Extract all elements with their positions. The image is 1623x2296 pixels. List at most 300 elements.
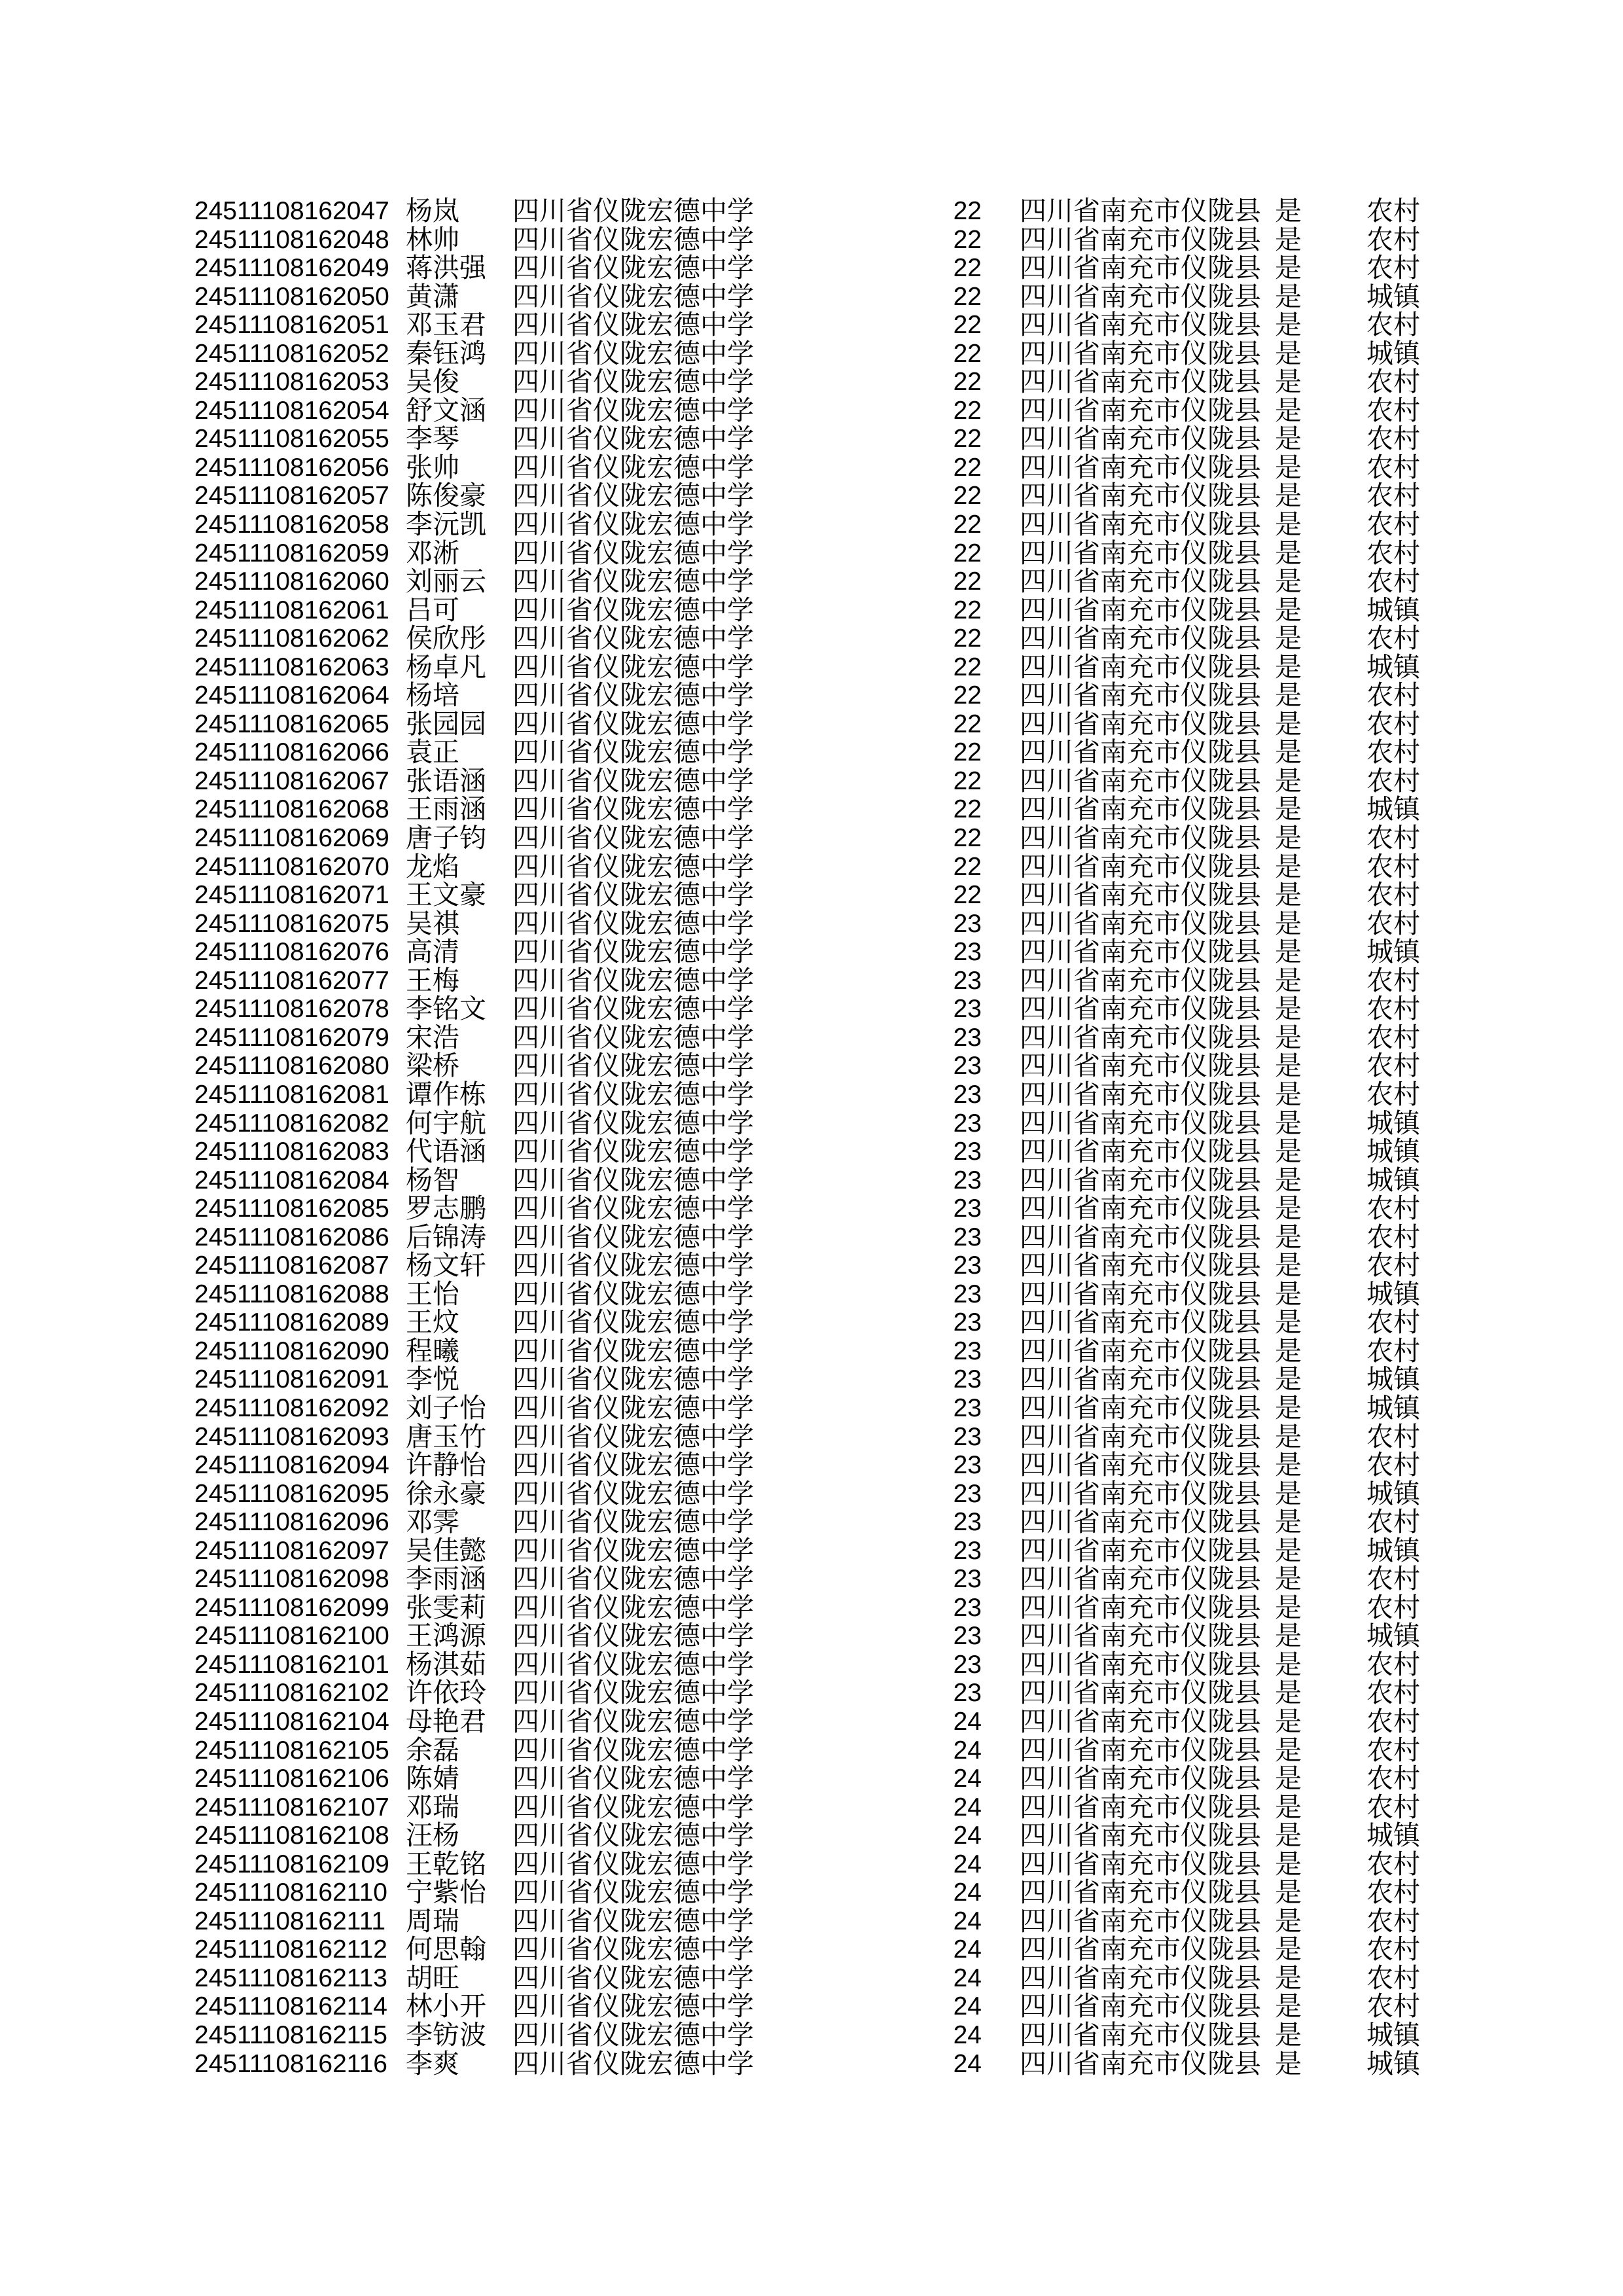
region-cell: 四川省南充市仪陇县	[1020, 537, 1261, 568]
residence-type-cell: 农村	[1366, 509, 1420, 540]
confirm-flag-cell: 是	[1275, 1934, 1302, 1965]
region-cell: 四川省南充市仪陇县	[1020, 1392, 1261, 1423]
residence-type-cell: 农村	[1366, 908, 1420, 939]
residence-type-cell: 城镇	[1366, 1621, 1420, 1651]
region-cell: 四川省南充市仪陇县	[1020, 1677, 1261, 1708]
table-row	[0, 454, 1623, 482]
residence-type-cell: 农村	[1366, 1991, 1420, 2022]
count-cell: 22	[953, 795, 982, 824]
region-cell: 四川省南充市仪陇县	[1020, 338, 1261, 368]
school-cell: 四川省仪陇宏德中学	[512, 1535, 754, 1566]
exam-id-cell: 24511108162098	[194, 1565, 389, 1594]
region-cell: 四川省南充市仪陇县	[1020, 566, 1261, 597]
exam-id-cell: 24511108162066	[194, 738, 389, 767]
count-cell: 22	[953, 881, 982, 910]
school-cell: 四川省仪陇宏德中学	[512, 566, 754, 597]
school-cell: 四川省仪陇宏德中学	[512, 651, 754, 682]
residence-type-cell: 农村	[1366, 1564, 1420, 1594]
confirm-flag-cell: 是	[1275, 1877, 1302, 1908]
school-cell: 四川省仪陇宏德中学	[512, 480, 754, 511]
table-row	[0, 1451, 1623, 1480]
candidate-name-cell: 张语涵	[406, 765, 486, 796]
confirm-flag-cell: 是	[1275, 1421, 1302, 1452]
table-row	[0, 311, 1623, 340]
exam-id-cell: 24511108162065	[194, 709, 389, 738]
table-row	[0, 368, 1623, 397]
table-row	[0, 967, 1623, 996]
candidate-name-cell: 秦钰鸿	[406, 338, 486, 368]
residence-type-cell: 农村	[1366, 1592, 1420, 1623]
table-row	[0, 1594, 1623, 1623]
school-cell: 四川省仪陇宏德中学	[512, 1848, 754, 1879]
exam-id-cell: 24511108162115	[194, 2021, 387, 2049]
school-cell: 四川省仪陇宏德中学	[512, 851, 754, 882]
count-cell: 22	[953, 311, 982, 340]
confirm-flag-cell: 是	[1275, 1962, 1302, 1993]
region-cell: 四川省南充市仪陇县	[1020, 880, 1261, 910]
residence-type-cell: 农村	[1366, 1905, 1420, 1936]
exam-id-cell: 24511108162081	[194, 1080, 389, 1109]
school-cell: 四川省仪陇宏德中学	[512, 1592, 754, 1623]
confirm-flag-cell: 是	[1275, 1677, 1302, 1708]
exam-id-cell: 24511108162076	[194, 938, 389, 967]
confirm-flag-cell: 是	[1275, 395, 1302, 425]
region-cell: 四川省南充市仪陇县	[1020, 196, 1261, 226]
candidate-name-cell: 王梅	[406, 965, 459, 996]
table-row	[0, 1081, 1623, 1109]
school-cell: 四川省仪陇宏德中学	[512, 367, 754, 397]
candidate-name-cell: 杨岚	[406, 196, 459, 226]
table-row	[0, 767, 1623, 796]
residence-type-cell: 城镇	[1366, 1364, 1420, 1395]
candidate-name-cell: 吴祺	[406, 908, 459, 939]
count-cell: 23	[953, 1223, 982, 1251]
candidate-name-cell: 李钫波	[406, 2020, 486, 2050]
exam-id-cell: 24511108162071	[194, 881, 389, 910]
table-row	[0, 1280, 1623, 1309]
candidate-name-cell: 何思翰	[406, 1934, 486, 1965]
count-cell: 23	[953, 1622, 982, 1651]
confirm-flag-cell: 是	[1275, 1535, 1302, 1566]
exam-id-cell: 24511108162047	[194, 197, 389, 225]
candidate-name-cell: 龙焰	[406, 851, 459, 882]
residence-type-cell: 城镇	[1366, 1820, 1420, 1851]
confirm-flag-cell: 是	[1275, 937, 1302, 967]
exam-id-cell: 24511108162101	[194, 1650, 389, 1679]
count-cell: 24	[953, 1821, 982, 1850]
confirm-flag-cell: 是	[1275, 338, 1302, 368]
exam-id-cell: 24511108162055	[194, 425, 389, 454]
confirm-flag-cell: 是	[1275, 880, 1302, 910]
table-row	[0, 1736, 1623, 1765]
residence-type-cell: 农村	[1366, 452, 1420, 482]
school-cell: 四川省仪陇宏德中学	[512, 310, 754, 340]
confirm-flag-cell: 是	[1275, 1905, 1302, 1936]
candidate-name-cell: 吴佳懿	[406, 1535, 486, 1566]
school-cell: 四川省仪陇宏德中学	[512, 1136, 754, 1167]
exam-id-cell: 24511108162112	[194, 1935, 387, 1964]
residence-type-cell: 农村	[1366, 1706, 1420, 1736]
region-cell: 四川省南充市仪陇县	[1020, 965, 1261, 996]
school-cell: 四川省仪陇宏德中学	[512, 1962, 754, 1993]
region-cell: 四川省南充市仪陇县	[1020, 680, 1261, 711]
candidate-name-cell: 高清	[406, 937, 459, 967]
confirm-flag-cell: 是	[1275, 1250, 1302, 1281]
count-cell: 23	[953, 1565, 982, 1594]
residence-type-cell: 城镇	[1366, 1164, 1420, 1195]
school-cell: 四川省仪陇宏德中学	[512, 1050, 754, 1081]
exam-id-cell: 24511108162109	[194, 1850, 389, 1878]
confirm-flag-cell: 是	[1275, 1649, 1302, 1679]
exam-id-cell: 24511108162100	[194, 1622, 389, 1651]
exam-id-cell: 24511108162053	[194, 368, 389, 397]
confirm-flag-cell: 是	[1275, 1478, 1302, 1509]
exam-id-cell: 24511108162054	[194, 396, 389, 425]
table-row	[0, 681, 1623, 710]
school-cell: 四川省仪陇宏德中学	[512, 1877, 754, 1908]
residence-type-cell: 农村	[1366, 1677, 1420, 1708]
count-cell: 23	[953, 1023, 982, 1052]
school-cell: 四川省仪陇宏德中学	[512, 452, 754, 482]
count-cell: 22	[953, 766, 982, 795]
count-cell: 23	[953, 1109, 982, 1138]
school-cell: 四川省仪陇宏德中学	[512, 196, 754, 226]
residence-type-cell: 农村	[1366, 623, 1420, 654]
candidate-name-cell: 张帅	[406, 452, 459, 482]
count-cell: 23	[953, 1365, 982, 1394]
school-cell: 四川省仪陇宏德中学	[512, 908, 754, 939]
region-cell: 四川省南充市仪陇县	[1020, 253, 1261, 283]
school-cell: 四川省仪陇宏德中学	[512, 1392, 754, 1423]
residence-type-cell: 农村	[1366, 765, 1420, 796]
table-row	[0, 1251, 1623, 1280]
confirm-flag-cell: 是	[1275, 965, 1302, 996]
confirm-flag-cell: 是	[1275, 737, 1302, 768]
table-row	[0, 995, 1623, 1024]
residence-type-cell: 城镇	[1366, 1535, 1420, 1566]
region-cell: 四川省南充市仪陇县	[1020, 1193, 1261, 1224]
count-cell: 24	[953, 1964, 982, 1992]
table-row	[0, 1708, 1623, 1736]
exam-id-cell: 24511108162107	[194, 1793, 389, 1821]
residence-type-cell: 农村	[1366, 1934, 1420, 1965]
confirm-flag-cell: 是	[1275, 765, 1302, 796]
school-cell: 四川省仪陇宏德中学	[512, 937, 754, 967]
confirm-flag-cell: 是	[1275, 509, 1302, 540]
residence-type-cell: 农村	[1366, 680, 1420, 711]
confirm-flag-cell: 是	[1275, 452, 1302, 482]
residence-type-cell: 农村	[1366, 1050, 1420, 1081]
candidate-name-cell: 王炆	[406, 1307, 459, 1338]
region-cell: 四川省南充市仪陇县	[1020, 2048, 1261, 2079]
count-cell: 23	[953, 1194, 982, 1223]
count-cell: 23	[953, 1679, 982, 1708]
exam-id-cell: 24511108162114	[194, 1992, 387, 2021]
residence-type-cell: 农村	[1366, 1221, 1420, 1252]
candidate-name-cell: 许静怡	[406, 1450, 486, 1480]
candidate-name-cell: 程曦	[406, 1335, 459, 1366]
table-row	[0, 340, 1623, 368]
region-cell: 四川省南充市仪陇县	[1020, 1136, 1261, 1167]
candidate-name-cell: 宁紫怡	[406, 1877, 486, 1908]
school-cell: 四川省仪陇宏德中学	[512, 1022, 754, 1052]
count-cell: 24	[953, 2049, 982, 2078]
school-cell: 四川省仪陇宏德中学	[512, 794, 754, 825]
exam-id-cell: 24511108162064	[194, 681, 389, 710]
table-row	[0, 397, 1623, 425]
candidate-name-cell: 王文豪	[406, 880, 486, 910]
candidate-name-cell: 邓霁	[406, 1507, 459, 1537]
residence-type-cell: 城镇	[1366, 281, 1420, 312]
residence-type-cell: 农村	[1366, 1848, 1420, 1879]
confirm-flag-cell: 是	[1275, 1364, 1302, 1395]
count-cell: 22	[953, 852, 982, 881]
residence-type-cell: 农村	[1366, 537, 1420, 568]
candidate-name-cell: 王怡	[406, 1278, 459, 1309]
school-cell: 四川省仪陇宏德中学	[512, 965, 754, 996]
region-cell: 四川省南充市仪陇县	[1020, 395, 1261, 425]
exam-id-cell: 24511108162094	[194, 1451, 389, 1480]
table-row	[0, 1964, 1623, 1993]
candidate-name-cell: 刘子怡	[406, 1392, 486, 1423]
table-row	[0, 1537, 1623, 1566]
table-row	[0, 1565, 1623, 1594]
region-cell: 四川省南充市仪陇县	[1020, 1877, 1261, 1908]
confirm-flag-cell: 是	[1275, 1164, 1302, 1195]
region-cell: 四川省南充市仪陇县	[1020, 1621, 1261, 1651]
region-cell: 四川省南充市仪陇县	[1020, 594, 1261, 625]
table-row	[0, 938, 1623, 967]
region-cell: 四川省南充市仪陇县	[1020, 908, 1261, 939]
school-cell: 四川省仪陇宏德中学	[512, 338, 754, 368]
region-cell: 四川省南充市仪陇县	[1020, 1450, 1261, 1480]
confirm-flag-cell: 是	[1275, 196, 1302, 226]
table-row	[0, 1679, 1623, 1708]
table-row	[0, 511, 1623, 539]
region-cell: 四川省南充市仪陇县	[1020, 1791, 1261, 1822]
region-cell: 四川省南充市仪陇县	[1020, 651, 1261, 682]
region-cell: 四川省南充市仪陇县	[1020, 509, 1261, 540]
table-row	[0, 1223, 1623, 1252]
school-cell: 四川省仪陇宏德中学	[512, 224, 754, 255]
region-cell: 四川省南充市仪陇县	[1020, 1706, 1261, 1736]
residence-type-cell: 农村	[1366, 1877, 1420, 1908]
candidate-name-cell: 汪杨	[406, 1820, 459, 1851]
candidate-name-cell: 林帅	[406, 224, 459, 255]
count-cell: 23	[953, 1336, 982, 1365]
exam-id-cell: 24511108162105	[194, 1736, 389, 1765]
residence-type-cell: 城镇	[1366, 937, 1420, 967]
exam-id-cell: 24511108162090	[194, 1336, 389, 1365]
residence-type-cell: 农村	[1366, 1791, 1420, 1822]
region-cell: 四川省南充市仪陇县	[1020, 1535, 1261, 1566]
residence-type-cell: 农村	[1366, 851, 1420, 882]
table-row	[0, 254, 1623, 283]
residence-type-cell: 农村	[1366, 566, 1420, 597]
school-cell: 四川省仪陇宏德中学	[512, 1421, 754, 1452]
school-cell: 四川省仪陇宏德中学	[512, 1564, 754, 1594]
count-cell: 23	[953, 1080, 982, 1109]
table-row	[0, 1423, 1623, 1452]
table-row	[0, 1308, 1623, 1337]
confirm-flag-cell: 是	[1275, 1022, 1302, 1052]
residence-type-cell: 农村	[1366, 880, 1420, 910]
residence-type-cell: 农村	[1366, 480, 1420, 511]
residence-type-cell: 农村	[1366, 965, 1420, 996]
count-cell: 22	[953, 339, 982, 368]
school-cell: 四川省仪陇宏德中学	[512, 823, 754, 853]
school-cell: 四川省仪陇宏德中学	[512, 623, 754, 654]
exam-id-cell: 24511108162060	[194, 567, 389, 596]
confirm-flag-cell: 是	[1275, 1991, 1302, 2022]
school-cell: 四川省仪陇宏德中学	[512, 1250, 754, 1281]
residence-type-cell: 农村	[1366, 1450, 1420, 1480]
count-cell: 22	[953, 624, 982, 653]
candidate-name-cell: 杨文轩	[406, 1250, 486, 1281]
region-cell: 四川省南充市仪陇县	[1020, 310, 1261, 340]
school-cell: 四川省仪陇宏德中学	[512, 1734, 754, 1765]
table-row	[0, 795, 1623, 824]
table-row	[0, 824, 1623, 853]
table-row	[0, 226, 1623, 255]
residence-type-cell: 城镇	[1366, 651, 1420, 682]
candidate-name-cell: 周瑞	[406, 1905, 459, 1936]
count-cell: 24	[953, 1793, 982, 1821]
confirm-flag-cell: 是	[1275, 794, 1302, 825]
table-row	[0, 624, 1623, 653]
region-cell: 四川省南充市仪陇县	[1020, 1763, 1261, 1794]
exam-id-cell: 24511108162075	[194, 909, 389, 938]
school-cell: 四川省仪陇宏德中学	[512, 1820, 754, 1851]
count-cell: 23	[953, 1138, 982, 1166]
residence-type-cell: 农村	[1366, 1763, 1420, 1794]
school-cell: 四川省仪陇宏德中学	[512, 1278, 754, 1309]
confirm-flag-cell: 是	[1275, 1392, 1302, 1423]
exam-id-cell: 24511108162108	[194, 1821, 389, 1850]
exam-id-cell: 24511108162087	[194, 1251, 389, 1280]
table-row	[0, 1394, 1623, 1423]
table-row	[0, 653, 1623, 682]
school-cell: 四川省仪陇宏德中学	[512, 737, 754, 768]
table-row	[0, 1166, 1623, 1195]
table-row	[0, 425, 1623, 454]
school-cell: 四川省仪陇宏德中学	[512, 1649, 754, 1679]
confirm-flag-cell: 是	[1275, 594, 1302, 625]
residence-type-cell: 农村	[1366, 1649, 1420, 1679]
table-row	[0, 1878, 1623, 1907]
confirm-flag-cell: 是	[1275, 1791, 1302, 1822]
residence-type-cell: 农村	[1366, 253, 1420, 283]
candidate-name-cell: 李雨涵	[406, 1564, 486, 1594]
confirm-flag-cell: 是	[1275, 2048, 1302, 2079]
exam-id-cell: 24511108162062	[194, 624, 389, 653]
region-cell: 四川省南充市仪陇县	[1020, 2020, 1261, 2050]
residence-type-cell: 农村	[1366, 1421, 1420, 1452]
candidate-name-cell: 谭作栋	[406, 1079, 486, 1109]
count-cell: 22	[953, 197, 982, 225]
confirm-flag-cell: 是	[1275, 1507, 1302, 1537]
count-cell: 24	[953, 1907, 982, 1935]
confirm-flag-cell: 是	[1275, 708, 1302, 739]
school-cell: 四川省仪陇宏德中学	[512, 2020, 754, 2050]
exam-id-cell: 24511108162057	[194, 482, 389, 511]
table-row	[0, 1622, 1623, 1651]
region-cell: 四川省南充市仪陇县	[1020, 1307, 1261, 1338]
region-cell: 四川省南充市仪陇县	[1020, 452, 1261, 482]
exam-id-cell: 24511108162077	[194, 966, 389, 995]
candidate-name-cell: 李悦	[406, 1364, 459, 1395]
region-cell: 四川省南充市仪陇县	[1020, 1364, 1261, 1395]
school-cell: 四川省仪陇宏德中学	[512, 395, 754, 425]
school-cell: 四川省仪陇宏德中学	[512, 1307, 754, 1338]
exam-id-cell: 24511108162049	[194, 254, 389, 283]
confirm-flag-cell: 是	[1275, 1335, 1302, 1366]
exam-id-cell: 24511108162104	[194, 1707, 389, 1736]
exam-id-cell: 24511108162085	[194, 1194, 389, 1223]
count-cell: 22	[953, 567, 982, 596]
region-cell: 四川省南充市仪陇县	[1020, 1022, 1261, 1052]
table-row	[0, 1992, 1623, 2021]
count-cell: 23	[953, 1422, 982, 1451]
count-cell: 23	[953, 1479, 982, 1508]
region-cell: 四川省南充市仪陇县	[1020, 1905, 1261, 1936]
region-cell: 四川省南充市仪陇县	[1020, 367, 1261, 397]
table-row	[0, 1907, 1623, 1936]
candidate-name-cell: 邓淅	[406, 537, 459, 568]
count-cell: 22	[953, 482, 982, 511]
school-cell: 四川省仪陇宏德中学	[512, 765, 754, 796]
candidate-roster-table	[0, 197, 1623, 2078]
confirm-flag-cell: 是	[1275, 1848, 1302, 1879]
table-row	[0, 596, 1623, 625]
candidate-name-cell: 梁桥	[406, 1050, 459, 1081]
region-cell: 四川省南充市仪陇县	[1020, 1962, 1261, 1993]
residence-type-cell: 农村	[1366, 367, 1420, 397]
candidate-name-cell: 舒文涵	[406, 395, 486, 425]
region-cell: 四川省南充市仪陇县	[1020, 1564, 1261, 1594]
candidate-name-cell: 胡旺	[406, 1962, 459, 1993]
exam-id-cell: 24511108162080	[194, 1052, 389, 1081]
school-cell: 四川省仪陇宏德中学	[512, 1507, 754, 1537]
school-cell: 四川省仪陇宏德中学	[512, 1221, 754, 1252]
count-cell: 22	[953, 681, 982, 710]
candidate-name-cell: 杨培	[406, 680, 459, 711]
confirm-flag-cell: 是	[1275, 1820, 1302, 1851]
residence-type-cell: 城镇	[1366, 594, 1420, 625]
exam-id-cell: 24511108162097	[194, 1536, 389, 1565]
candidate-name-cell: 母艳君	[406, 1706, 486, 1736]
school-cell: 四川省仪陇宏德中学	[512, 880, 754, 910]
count-cell: 23	[953, 1593, 982, 1622]
school-cell: 四川省仪陇宏德中学	[512, 537, 754, 568]
count-cell: 22	[953, 396, 982, 425]
count-cell: 24	[953, 2021, 982, 2049]
confirm-flag-cell: 是	[1275, 994, 1302, 1024]
region-cell: 四川省南充市仪陇县	[1020, 1820, 1261, 1851]
count-cell: 22	[953, 254, 982, 283]
school-cell: 四川省仪陇宏德中学	[512, 1677, 754, 1708]
exam-id-cell: 24511108162092	[194, 1393, 389, 1422]
candidate-name-cell: 何宇航	[406, 1107, 486, 1138]
exam-id-cell: 24511108162052	[194, 339, 389, 368]
residence-type-cell: 农村	[1366, 823, 1420, 853]
exam-id-cell: 24511108162079	[194, 1023, 389, 1052]
residence-type-cell: 城镇	[1366, 1107, 1420, 1138]
school-cell: 四川省仪陇宏德中学	[512, 253, 754, 283]
confirm-flag-cell: 是	[1275, 1136, 1302, 1167]
candidate-name-cell: 袁正	[406, 737, 459, 768]
count-cell: 24	[953, 1850, 982, 1878]
